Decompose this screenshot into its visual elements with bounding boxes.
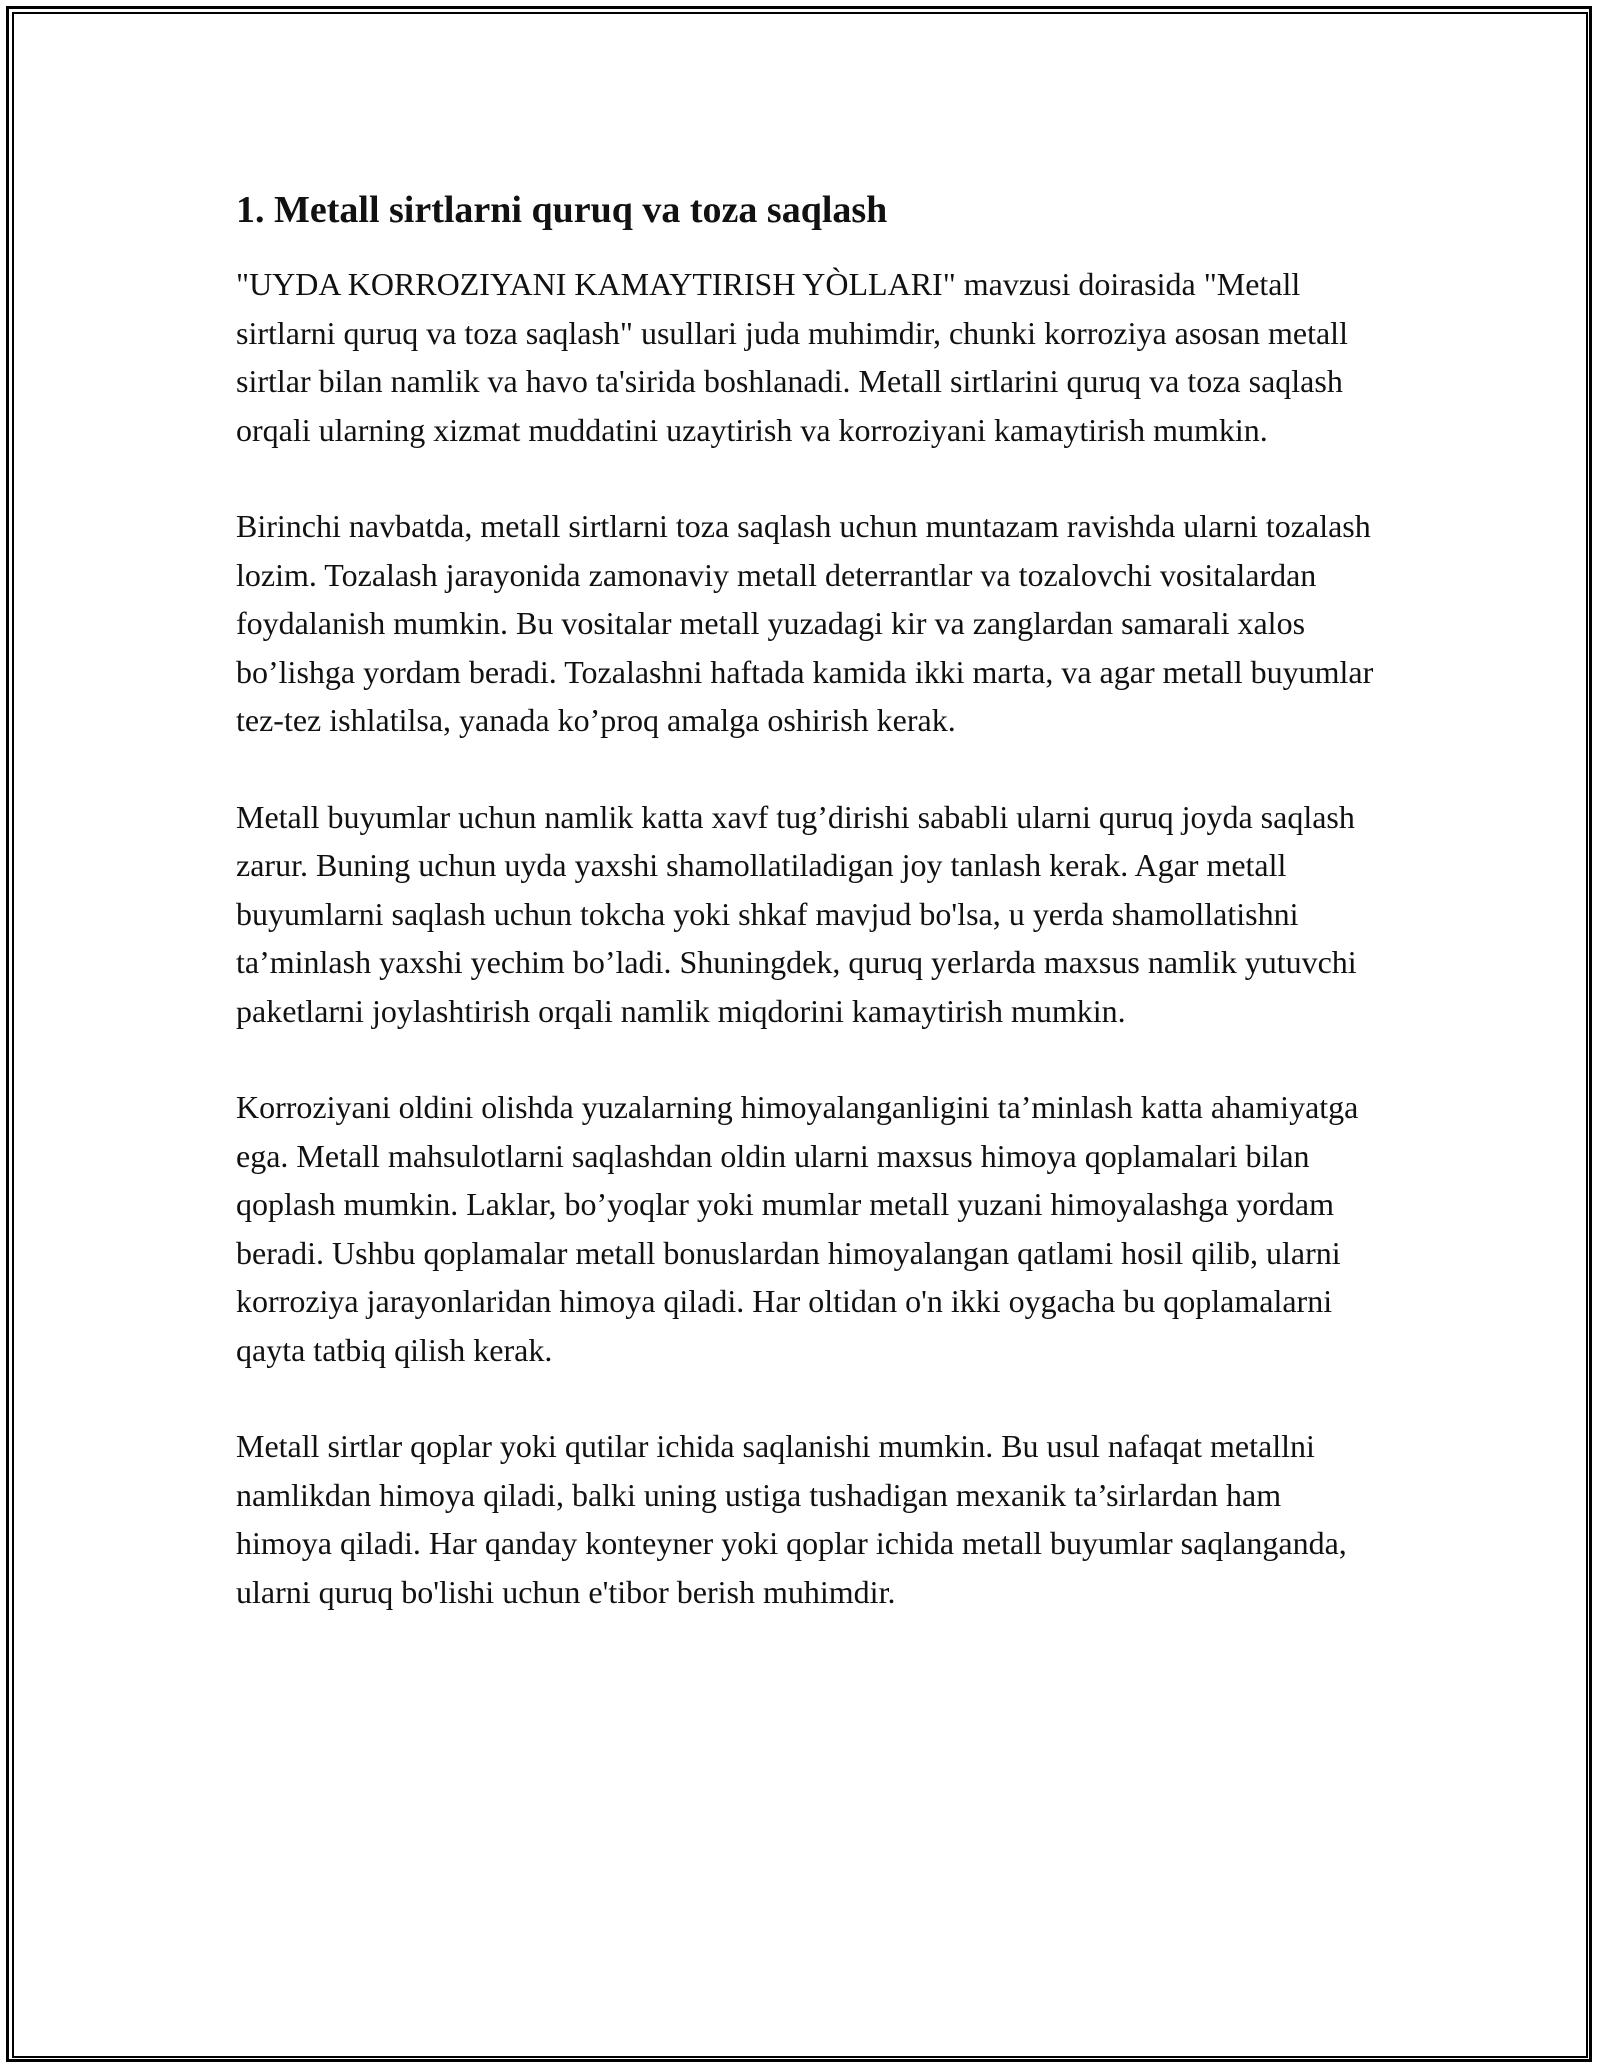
paragraph: "UYDA KORROZIYANI KAMAYTIRISH YÒLLARI" mavzusi doirasida "Metall sirtlarni quruq va toza saqlash" usullari juda muhimdir, chunki korroziya asosan metall sirtlar bilan namlik va havo ta'sirida boshlanadi. Metall sirtlarini quruq va toza saqlash orqali ularning xizmat muddatini uzaytirish va korroziyani kamaytirish mumkin. — [236, 266, 1348, 448]
section-heading: 1. Metall sirtlarni quruq va toza saqlash — [236, 189, 888, 231]
document-body — [236, 186, 1376, 1616]
paragraph: Metall buyumlar uchun namlik katta xavf tug’dirishi sababli ularni quruq joyda saqlash zarur. Buning uchun uyda yaxshi shamollatiladigan joy tanlash kerak. Agar metall buyumlarni saqlash uchun tokcha yoki shkaf mavjud bo'lsa, u yerda shamollatishni ta’minlash yaxshi yechim bo’ladi. Shuningdek, quruq yerlarda maxsus namlik yutuvchi paketlarni joylashtirish orqali namlik miqdorini kamaytirish mumkin. — [236, 798, 1357, 1029]
paragraph: Korroziyani oldini olishda yuzalarning himoyalanganligini ta’minlash katta ahamiyatga ega. Metall mahsulotlarni saqlashdan oldin ularni maxsus himoya qoplamalari bilan qoplash mumkin. Laklar, bo’yoqlar yoki mumlar metall yuzani himoyalashga yordam beradi. Ushbu qoplamalar metall bonuslardan himoyalangan qatlami hosil qilib, ularni korroziya jarayonlaridan himoya qiladi. Har oltidan o'n ikki oygacha bu qoplamalarni qayta tatbiq qilish kerak. — [236, 1089, 1359, 1368]
paragraph: Birinchi navbatda, metall sirtlarni toza saqlash uchun muntazam ravishda ularni tozalash lozim. Tozalash jarayonida zamonaviy metall deterrantlar va tozalovchi vositalardan foydalanish mumkin. Bu vositalar metall yuzadagi kir va zanglardan samarali xalos bo’lishga yordam beradi. Tozalashni haftada kamida ikki marta, va agar metall buyumlar tez-tez ishlatilsa, yanada ko’proq amalga oshirish kerak. — [236, 508, 1374, 738]
paragraph: Metall sirtlar qoplar yoki qutilar ichida saqlanishi mumkin. Bu usul nafaqat metallni namlikdan himoya qiladi, balki uning ustiga tushadigan mexanik ta’sirlardan ham himoya qiladi. Har qanday konteyner yoki qoplar ichida metall buyumlar saqlanganda, ularni quruq bo'lishi uchun e'tibor berish muhimdir. — [236, 1428, 1347, 1610]
